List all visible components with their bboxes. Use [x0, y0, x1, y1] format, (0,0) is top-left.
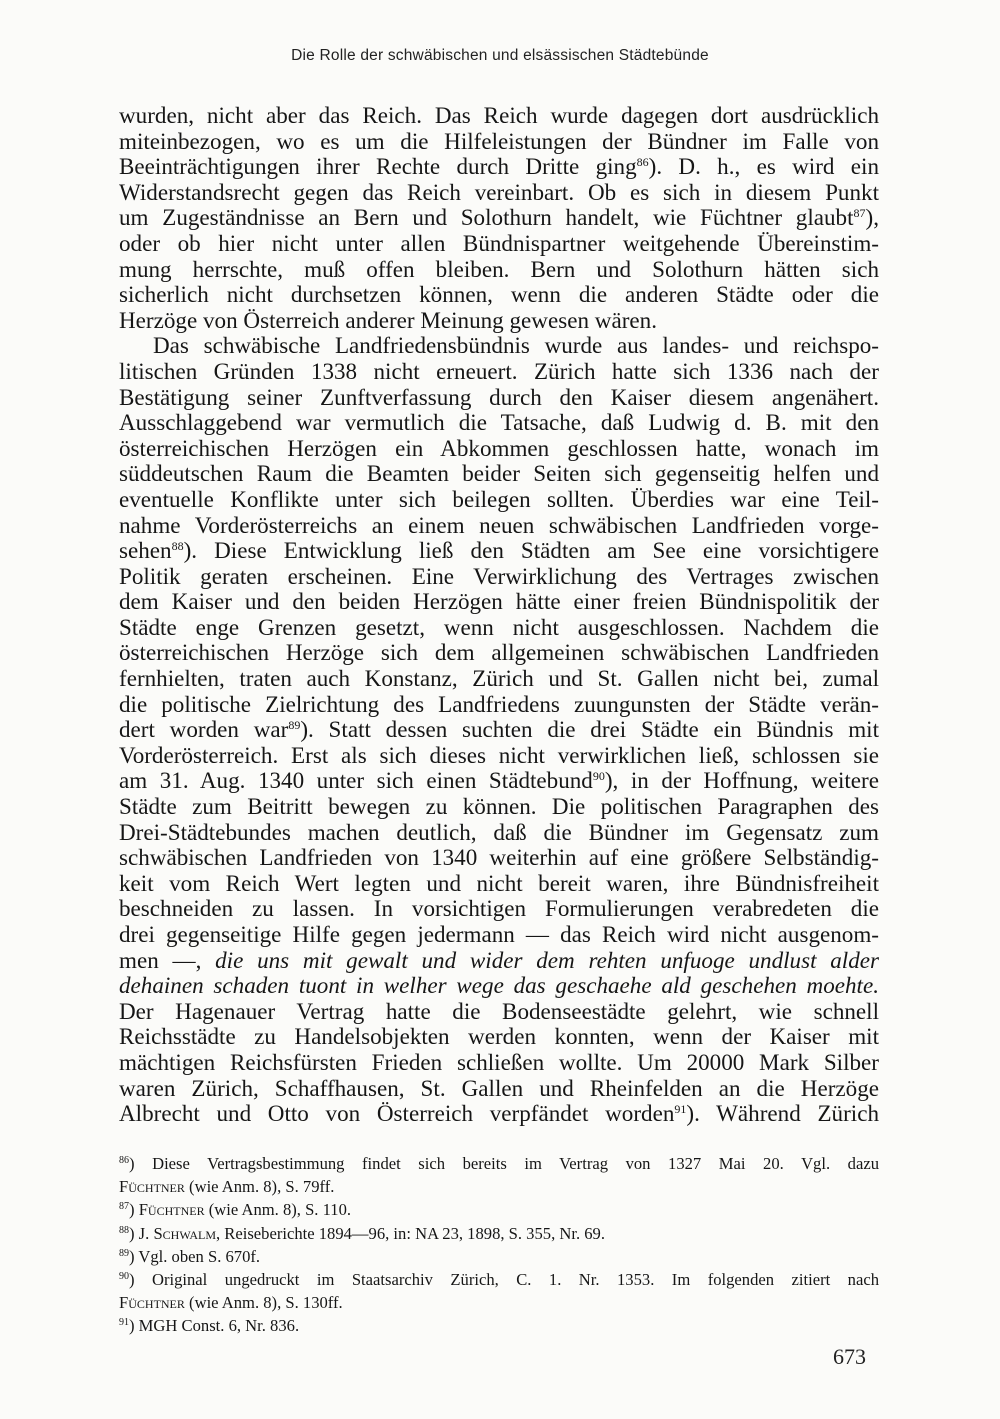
text-line: miteinbezogen, wo es um die Hilfeleistungen der Bündner im Falle von [119, 127, 879, 154]
text-line: Städte enge Grenzen gesetzt, wenn nicht ausgeschlossen. Nachdem die [119, 613, 879, 640]
text-line: litischen Gründen 1338 nicht erneuert. Zürich hatte sich 1336 nach der [119, 357, 879, 384]
text-line: mung herrschte, muß offen bleiben. Bern und Solothurn hätten sich [119, 255, 879, 282]
footnote-number: 88 [119, 1224, 129, 1236]
text-line: Bestätigung seiner Zunftverfassung durch den Kaiser diesem angenähert. [119, 383, 879, 410]
footnote: $^{87}$) Füchtner (wie Anm. 8), S. 110. [119, 1200, 352, 1220]
text-line: Städte zum Beitritt bewegen zu können. Die politischen Paragraphen des [119, 793, 879, 820]
text-line: sehen$^{88}$). Diese Entwicklung ließ den Städten am See eine vorsichtigere [119, 537, 879, 564]
author-name: Schwalm [153, 1223, 216, 1243]
text-line: Ausschlaggebend war vermutlich die Tatsache, daß Ludwig d. B. mit den [119, 409, 879, 436]
running-head: Die Rolle der schwäbischen und elsässischen Städtebünde [291, 47, 709, 64]
text-line: Albrecht und Otto von Österreich verpfändet worden$^{91}$). Während Zürich [119, 1100, 880, 1127]
footnote-continuation: Füchtner (wie Anm. 8), S. 79ff. [119, 1177, 335, 1197]
author-name: Füchtner [119, 1293, 185, 1313]
text-line: die politische Zielrichtung des Landfriedens zuungunsten der Städte verän- [119, 690, 879, 717]
text-line: Vorderösterreich. Erst als sich dieses nicht verwirklichen ließ, schlossen sie [119, 741, 879, 768]
text-line: Widerstandsrecht gegen das Reich vereinbart. Ob es sich in diesem Punkt [119, 178, 879, 205]
text-line: süddeutschen Raum die Beamten beider Seiten sich gegenseitig helfen und [119, 460, 879, 487]
text-line: Drei-Städtebundes machen deutlich, daß die Bündner im Gegensatz zum [119, 818, 879, 845]
footnote: $^{88}$) J. Schwalm, Reiseberichte 1894—96, in: NA 23, 1898, S. 355, Nr. 69. [119, 1223, 606, 1243]
text-line: Der Hagenauer Vertrag hatte die Bodenseestädte gelehrt, wie schnell [119, 997, 879, 1024]
text-line: dert worden war$^{89}$). Statt dessen suchten die drei Städte ein Bündnis mit [119, 716, 879, 743]
quotation-italic: die uns mit gewalt und wider dem rehten unfuoge undlust alder [215, 946, 879, 973]
quotation-line: dehainen schaden tuont in welher wege das geschaehe ald geschehen moehte. [119, 972, 879, 999]
footnote-ref[interactable]: 88 [171, 539, 184, 554]
author-name: Füchtner [119, 1177, 185, 1197]
footnote: $^{91}$) MGH Const. 6, Nr. 836. [119, 1316, 300, 1336]
footnote-continuation: Füchtner (wie Anm. 8), S. 130ff. [119, 1293, 343, 1313]
text-line: beschneiden zu lassen. In vorsichtigen Formulierungen verabredeten die [119, 895, 879, 922]
footnote-number: 86 [119, 1155, 129, 1166]
text-line: Herzöge von Österreich anderer Meinung gewesen wären. [119, 306, 657, 333]
footnote-number: 87 [119, 1201, 129, 1213]
text-line: österreichischen Herzögen ein Abkommen geschlossen hatte, wonach im [119, 434, 879, 461]
text-line: mächtigen Reichsfürsten Frieden schließen wollte. Um 20000 Mark Silber [119, 1048, 879, 1075]
page-number: 673 [833, 1344, 866, 1369]
text-line: Beeinträchtigungen ihrer Rechte durch Dritte ging$^{86}$). D. h., es wird ein [119, 153, 879, 180]
footnote-ref[interactable]: 89 [288, 718, 301, 733]
footnote-number: 91 [119, 1317, 129, 1329]
text-line: Das schwäbische Landfriedensbündnis wurde aus landes- und reichspo- [153, 332, 879, 359]
footnote-number: 90 [119, 1271, 129, 1283]
footnotes [119, 1152, 879, 1338]
footnote: $^{86}$) Diese Vertragsbestimmung findet sich bereits im Vertrag von 1327 Mai 20. Vgl. dazu [119, 1154, 879, 1173]
text-line: wurden, nicht aber das Reich. Das Reich wurde dagegen dort ausdrücklich [119, 102, 879, 128]
text-line: oder ob hier nicht unter allen Bündnispartner weitgehende Übereinstim- [119, 229, 879, 256]
text-line: Reichsstädte zu Handelsobjekten werden konnten, wenn der Kaiser mit [119, 1023, 879, 1050]
footnote-ref[interactable]: 90 [592, 769, 605, 784]
body-text [119, 103, 879, 1127]
text-line: keit vom Reich Wert legten und nicht bereit waren, ihre Bündnisfreiheit [119, 869, 879, 896]
text-line: österreichischen Herzöge sich dem allgemeinen schwäbischen Landfrieden [119, 639, 879, 666]
text-line: Politik geraten erscheinen. Eine Verwirklichung des Vertrages zwischen [119, 562, 879, 589]
text-line: drei gegenseitige Hilfe gegen jedermann — das Reich wird nicht ausgenom- [119, 921, 879, 947]
footnote-ref[interactable]: 87 [853, 206, 866, 221]
text-line: fernhielten, traten auch Konstanz, Zürich und St. Gallen nicht bei, zumal [119, 665, 879, 692]
text-line: schwäbischen Landfrieden von 1340 weiterhin auf eine größere Selbständig- [119, 844, 879, 871]
text-line: men —, die uns mit gewalt und wider dem rehten unfuoge undlust alder [119, 946, 879, 973]
text-line: nahme Vorderösterreichs an einem neuen schwäbischen Landfrieden vorge- [119, 511, 879, 538]
footnote-number: 89 [119, 1247, 129, 1259]
text-line: dem Kaiser und den beiden Herzögen hätte einer freien Bündnispolitik der [119, 588, 879, 615]
footnote: $^{89}$) Vgl. oben S. 670f. [119, 1246, 261, 1266]
footnote: $^{90}$) Original ungedruckt im Staatsarchiv Zürich, C. 1. Nr. 1353. Im folgenden zitiert nach [119, 1270, 879, 1290]
footnote-ref[interactable]: 91 [674, 1102, 687, 1117]
text-line: waren Zürich, Schaffhausen, St. Gallen und Rheinfelden an die Herzöge [119, 1074, 879, 1101]
text-line: um Zugeständnisse an Bern und Solothurn handelt, wie Füchtner glaubt$^{87}$), [119, 204, 879, 231]
text-line: eventuelle Konflikte unter sich beilegen sollten. Überdies war eine Teil- [119, 485, 879, 512]
author-name: Füchtner [138, 1200, 205, 1220]
text-line: am 31. Aug. 1340 unter sich einen Städtebund$^{90}$), in der Hoffnung, weitere [119, 767, 879, 794]
text-line: sicherlich nicht durchsetzen können, wenn die anderen Städte oder die [119, 281, 879, 308]
footnote-ref[interactable]: 86 [636, 155, 649, 170]
